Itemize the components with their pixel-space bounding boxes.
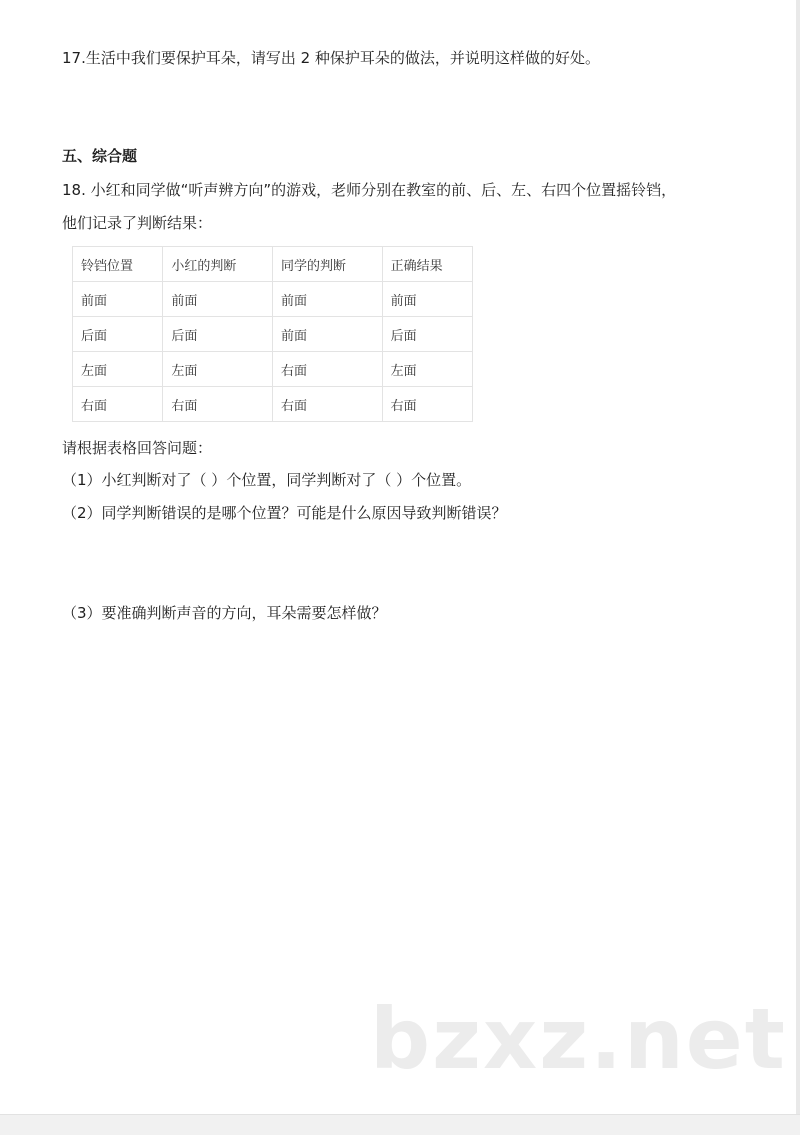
- table-header-cell: 小红的判断: [163, 247, 273, 282]
- table-row: [73, 282, 473, 317]
- table-row: [73, 352, 473, 387]
- question-18-intro-line-2: 他们记录了判断结果：: [62, 214, 213, 232]
- table-cell: 左面: [382, 352, 472, 387]
- question-18-part-3: （3）要准确判断声音的方向，耳朵需要怎样做？: [62, 604, 387, 622]
- question-18-intro-line-1: 18. 小红和同学做“听声辨方向”的游戏，老师分别在教室的前、后、左、右四个位置摇铃铛，: [62, 181, 677, 199]
- table-cell: 前面: [272, 282, 382, 317]
- watermark: bzxz.net: [370, 990, 787, 1088]
- table-cell: 右面: [272, 387, 382, 422]
- table-header-cell: 正确结果: [382, 247, 472, 282]
- page-edge-shadow: [796, 0, 800, 1134]
- table-cell: 右面: [382, 387, 472, 422]
- table-cell: 右面: [163, 387, 273, 422]
- question-17: 17.生活中我们要保护耳朵，请写出 2 种保护耳朵的做法，并说明这样做的好处。: [62, 49, 600, 67]
- results-table: [72, 246, 473, 422]
- table-cell: 左面: [163, 352, 273, 387]
- table-header-cell: 铃铛位置: [73, 247, 163, 282]
- table-header-cell: 同学的判断: [272, 247, 382, 282]
- table-cell: 前面: [73, 282, 163, 317]
- table-row: [73, 317, 473, 352]
- table-cell: 前面: [382, 282, 472, 317]
- question-18-part-2: （2）同学判断错误的是哪个位置？可能是什么原因导致判断错误？: [62, 504, 507, 522]
- question-18-part-1: （1）小红判断对了（ ）个位置，同学判断对了（ ）个位置。: [62, 471, 472, 489]
- table-cell: 右面: [272, 352, 382, 387]
- table-cell: 右面: [73, 387, 163, 422]
- page-bottom-border: [0, 1114, 800, 1135]
- table-cell: 前面: [163, 282, 273, 317]
- table-cell: 左面: [73, 352, 163, 387]
- table-row: [73, 387, 473, 422]
- table-cell: 前面: [272, 317, 382, 352]
- section-heading: 五、综合题: [62, 147, 138, 165]
- table-cell: 后面: [163, 317, 273, 352]
- table-cell: 后面: [73, 317, 163, 352]
- table-header-row: [73, 247, 473, 282]
- table-cell: 后面: [382, 317, 472, 352]
- question-18-prompt: 请根据表格回答问题：: [62, 439, 213, 457]
